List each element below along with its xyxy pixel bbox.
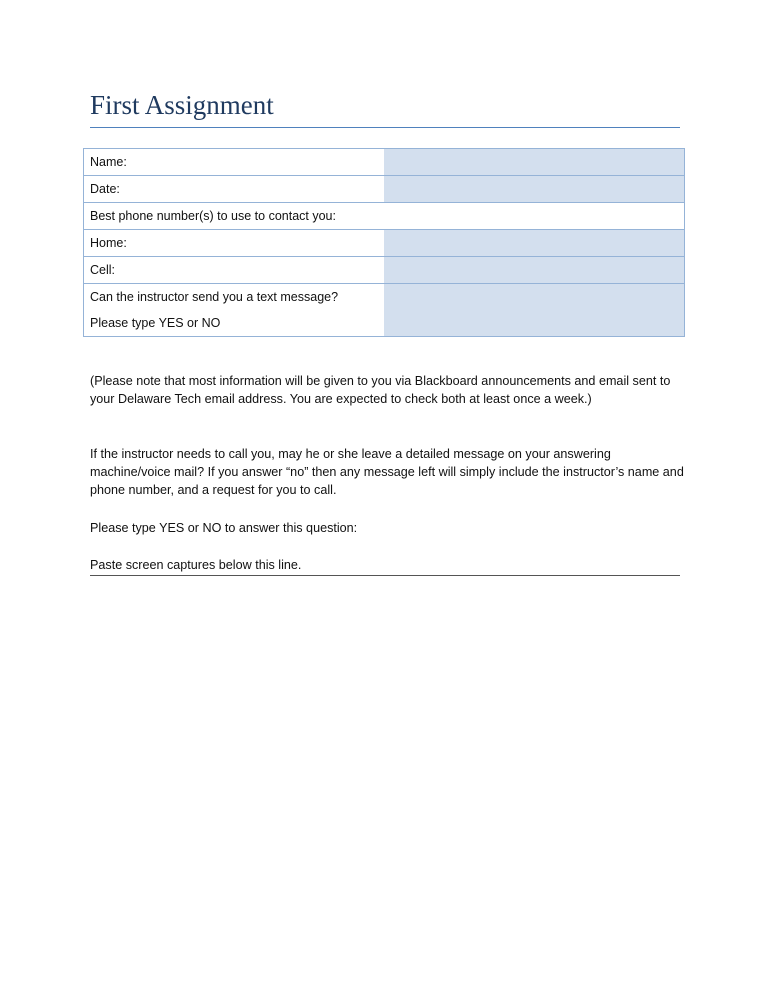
info-form-table <box>83 148 685 337</box>
home-phone-field[interactable] <box>384 230 685 257</box>
text-question: Can the instructor send you a text message? <box>90 290 339 304</box>
date-label: Date: <box>84 176 385 203</box>
text-message-field[interactable] <box>384 284 685 337</box>
note-paragraph: (Please note that most information will be given to you via Blackboard announcements and email sent to your Delaware Tech email address. You are expected to check both at least once a week.) <box>90 374 671 406</box>
yes-no-prompt: Please type YES or NO to answer this question: <box>90 521 358 535</box>
cell-label: Cell: <box>84 257 385 284</box>
date-field[interactable] <box>384 176 685 203</box>
home-label: Home: <box>84 230 385 257</box>
text-instruction: Please type YES or NO <box>90 316 221 330</box>
name-label: Name: <box>84 149 385 176</box>
text-message-label <box>84 284 385 337</box>
cell-phone-field[interactable] <box>384 257 685 284</box>
page-title: First Assignment <box>90 90 274 120</box>
phone-heading: Best phone number(s) to use to contact you: <box>84 203 685 230</box>
paste-instruction: Paste screen captures below this line. <box>90 556 680 576</box>
name-field[interactable] <box>384 149 685 176</box>
title-divider <box>90 127 680 128</box>
voicemail-paragraph: If the instructor needs to call you, may he or she leave a detailed message on your answering machine/voice mail? If you answer “no” then any message left will simply include the instructor’s name and phone number, and a request for you to call. <box>90 447 684 497</box>
